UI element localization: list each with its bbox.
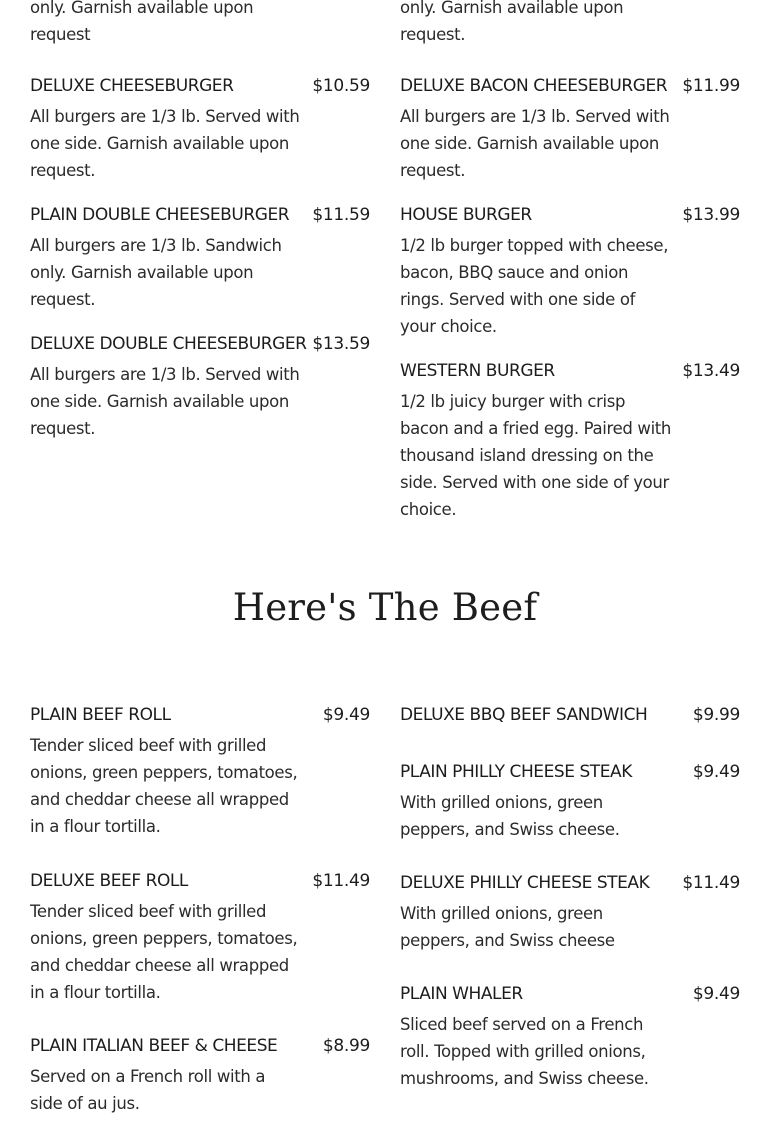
burgers-left-column <box>30 76 370 463</box>
item-desc-fragment: only. Garnish available upon request <box>30 0 254 44</box>
menu-item[interactable] <box>400 361 740 523</box>
item-price: $9.49 <box>322 705 370 725</box>
item-name: DELUXE BBQ BEEF SANDWICH <box>400 705 648 725</box>
item-price: $9.99 <box>692 705 740 725</box>
item-name: PLAIN BEEF ROLL <box>30 705 171 725</box>
menu-item[interactable] <box>30 76 370 184</box>
menu-item[interactable] <box>400 205 740 340</box>
item-name: DELUXE DOUBLE CHEESEBURGER <box>30 334 307 354</box>
item-name: PLAIN DOUBLE CHEESEBURGER <box>30 205 290 225</box>
item-description: Tender sliced beef with grilled onions, green peppers, tomatoes, and cheddar cheese all wrapped in a flour tortilla. <box>30 902 298 1002</box>
beef-left-column <box>30 705 370 1138</box>
item-price: $9.49 <box>692 984 740 1004</box>
menu-item[interactable] <box>400 76 740 184</box>
item-name: DELUXE BACON CHEESEBURGER <box>400 76 668 96</box>
item-description: With grilled onions, green peppers, and Swiss cheese. <box>400 793 620 839</box>
item-description: All burgers are 1/3 lb. Served with one side. Garnish available upon request. <box>30 107 300 180</box>
burgers-right-column <box>400 76 740 544</box>
menu-item[interactable] <box>400 762 740 843</box>
item-name: PLAIN ITALIAN BEEF & CHEESE <box>30 1036 278 1056</box>
item-description: All burgers are 1/3 lb. Served with one side. Garnish available upon request. <box>400 107 670 180</box>
item-price: $10.59 <box>312 76 370 96</box>
section-title: Here's The Beef <box>232 586 538 629</box>
item-description: All burgers are 1/3 lb. Served with one side. Garnish available upon request. <box>30 365 300 438</box>
item-name: WESTERN BURGER <box>400 361 555 381</box>
item-description: With grilled onions, green peppers, and Swiss cheese <box>400 904 615 950</box>
item-description: Sliced beef served on a French roll. Topped with grilled onions, mushrooms, and Swiss cheese. <box>400 1015 649 1088</box>
menu-item[interactable] <box>30 705 370 840</box>
item-description: 1/2 lb juicy burger with crisp bacon and a fried egg. Paired with thousand island dressing on the side. Served with one side of your choice. <box>400 392 672 519</box>
item-desc-fragment: only. Garnish available upon request. <box>400 0 624 44</box>
item-description: All burgers are 1/3 lb. Sandwich only. Garnish available upon request. <box>30 236 282 309</box>
item-name: PLAIN PHILLY CHEESE STEAK <box>400 762 632 782</box>
item-description: 1/2 lb burger topped with cheese, bacon, BBQ sauce and onion rings. Served with one side of your choice. <box>400 236 669 336</box>
item-price: $11.99 <box>682 76 740 96</box>
item-price: $13.49 <box>682 361 740 381</box>
item-price: $11.59 <box>312 205 370 225</box>
item-name: DELUXE CHEESEBURGER <box>30 76 234 96</box>
item-price: $11.49 <box>682 873 740 893</box>
item-name: DELUXE PHILLY CHEESE STEAK <box>400 873 650 893</box>
menu-item[interactable] <box>400 705 740 732</box>
item-price: $13.99 <box>682 205 740 225</box>
menu-item[interactable] <box>30 334 370 442</box>
beef-right-column <box>400 705 740 1113</box>
item-price: $13.59 <box>312 334 370 354</box>
menu-item[interactable] <box>400 984 740 1092</box>
menu-item[interactable] <box>30 1036 370 1117</box>
item-name: DELUXE BEEF ROLL <box>30 871 188 891</box>
item-description: Served on a French roll with a side of au jus. <box>30 1067 266 1113</box>
item-name: HOUSE BURGER <box>400 205 532 225</box>
menu-item[interactable] <box>30 205 370 313</box>
item-name: PLAIN WHALER <box>400 984 523 1004</box>
item-description: Tender sliced beef with grilled onions, green peppers, tomatoes, and cheddar cheese all wrapped in a flour tortilla. <box>30 736 298 836</box>
menu-item[interactable] <box>30 871 370 1006</box>
item-price: $9.49 <box>692 762 740 782</box>
item-price: $11.49 <box>312 871 370 891</box>
menu-item[interactable] <box>400 873 740 954</box>
item-price: $8.99 <box>322 1036 370 1056</box>
